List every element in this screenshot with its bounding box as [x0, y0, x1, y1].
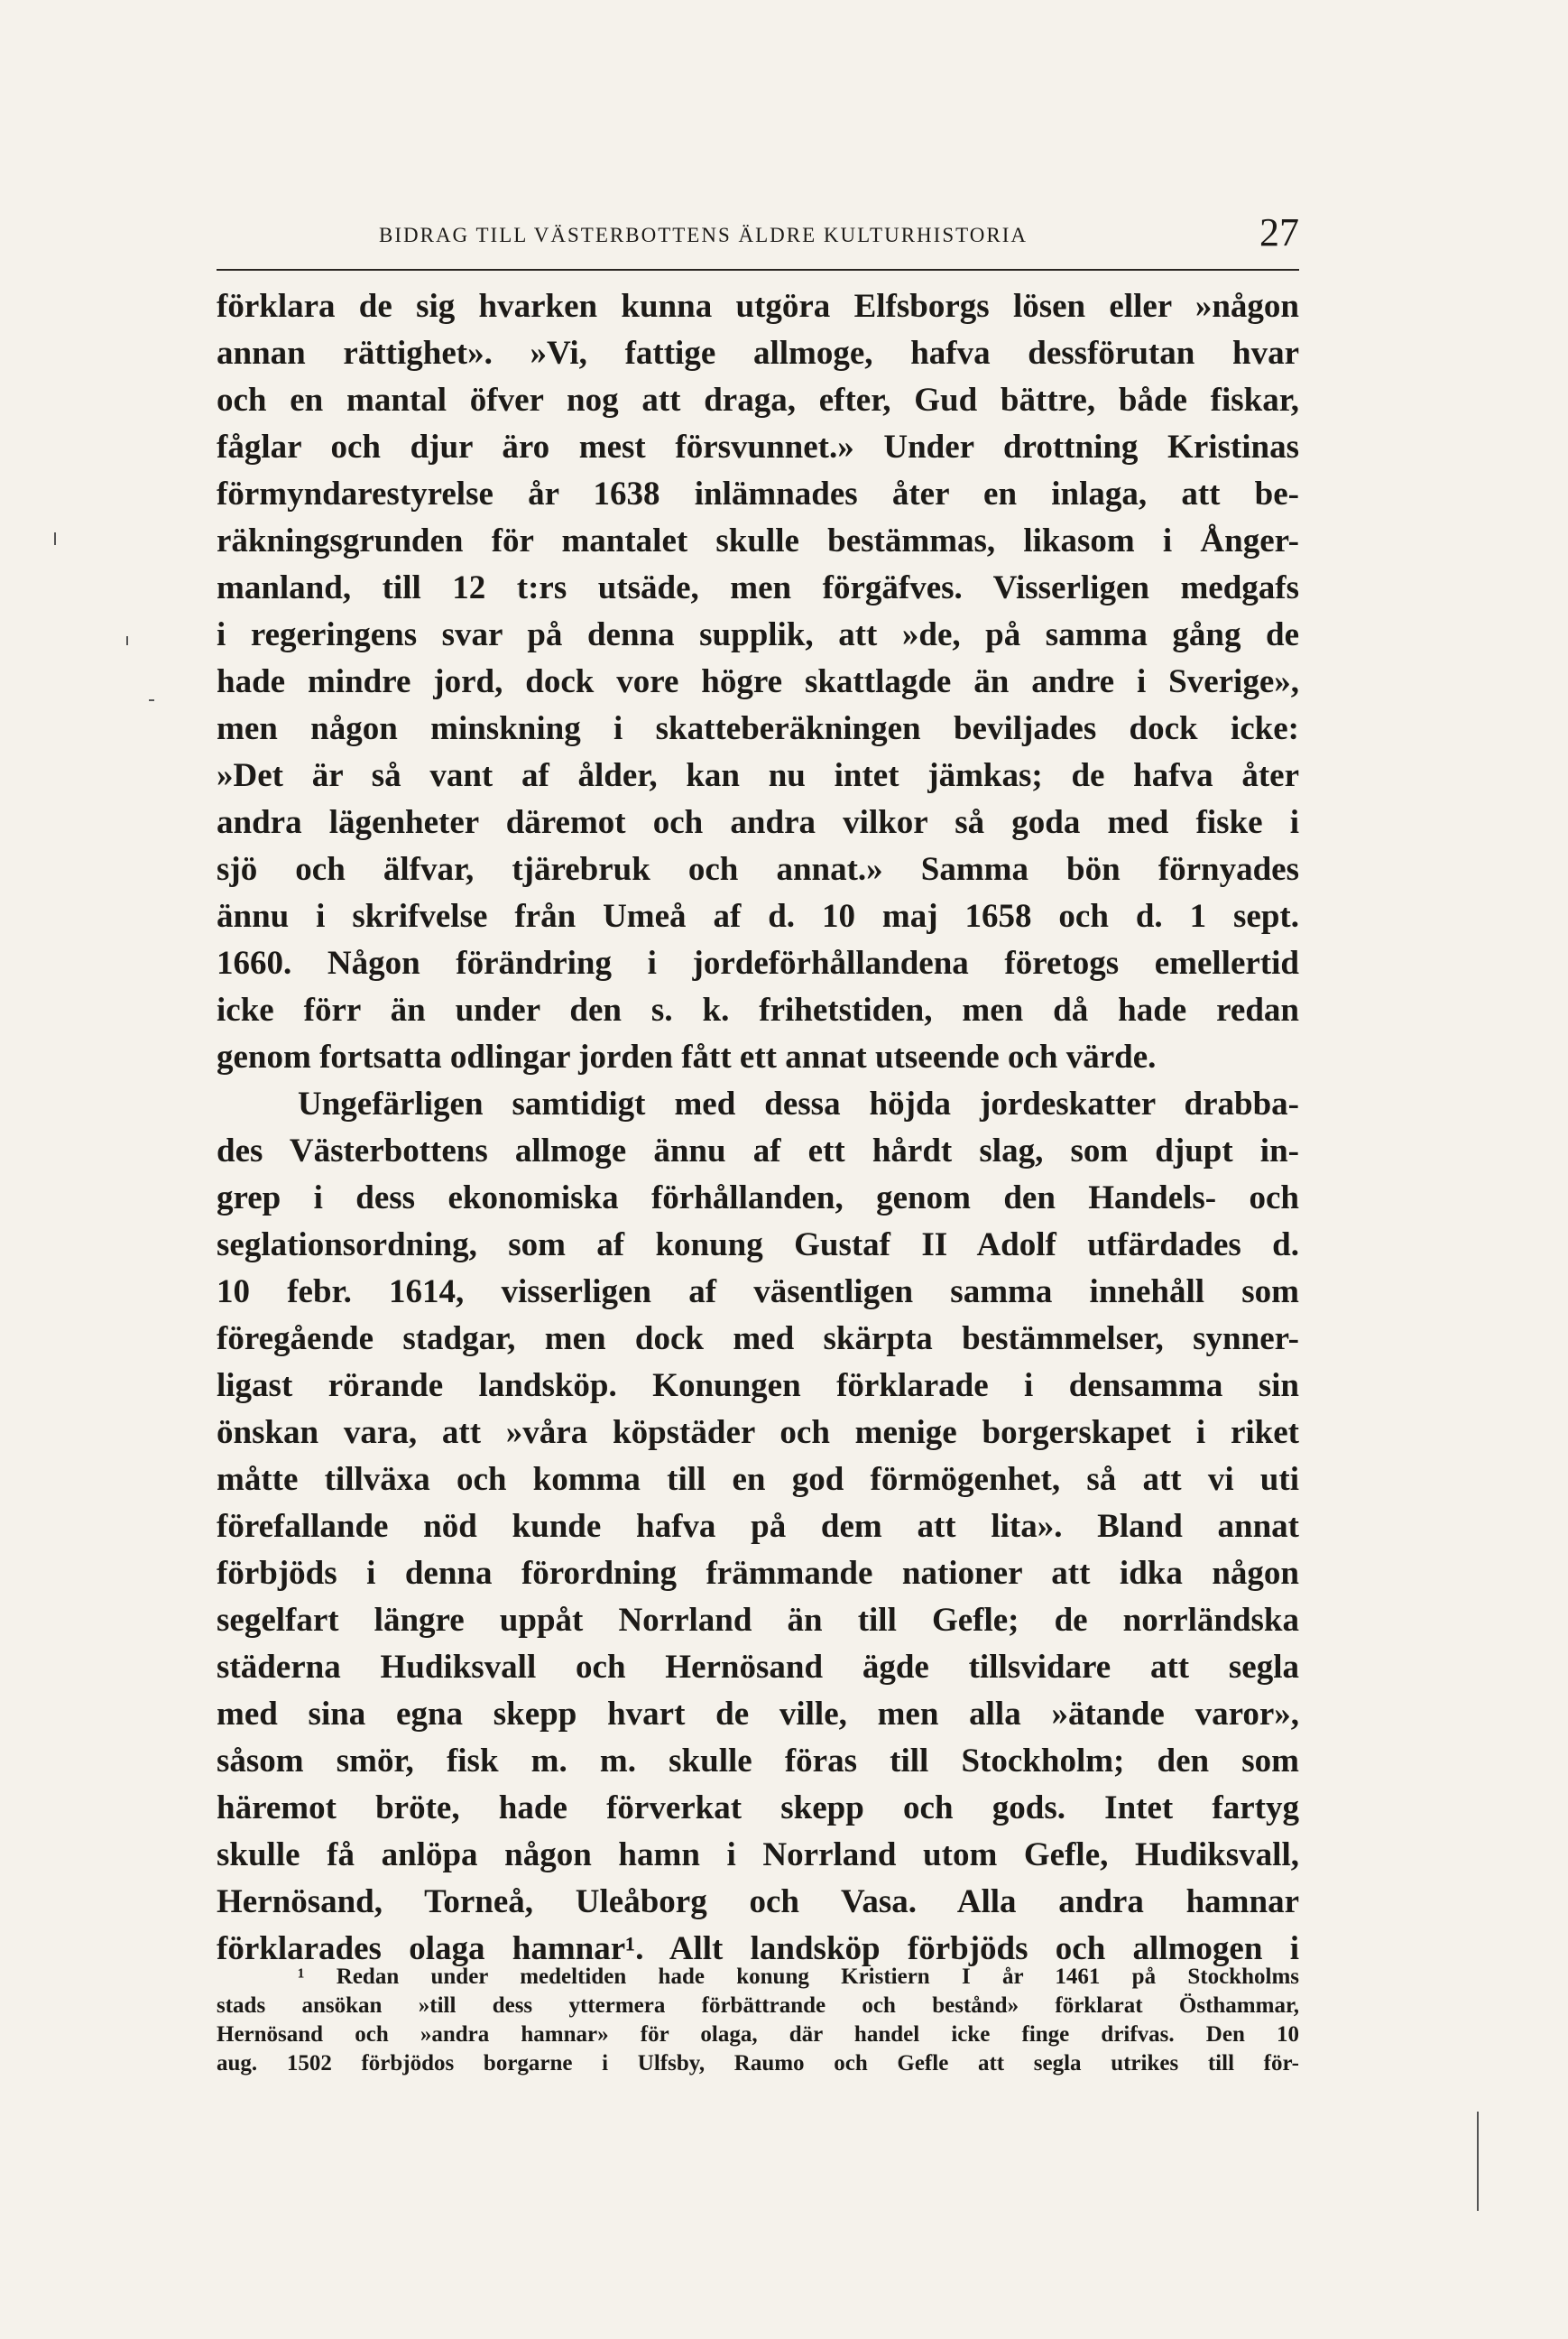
- text-line: annan rättighet». »Vi, fattige allmoge, hafva dessförutan hvar: [217, 335, 1299, 372]
- text-line: föregående stadgar, men dock med skärpta bestämmelser, synner-: [217, 1320, 1299, 1357]
- footnotes: [217, 1963, 1299, 2078]
- body-text: [217, 283, 1299, 1973]
- text-line: segelfart längre uppåt Norrland än till Gefle; de norrländska: [217, 1602, 1299, 1639]
- footnote-line: ¹ Redan under medeltiden hade konung Kristiern I år 1461 på Stockholms: [298, 1965, 1299, 1989]
- text-line: manland, till 12 t:rs utsäde, men förgäfves. Visserligen medgafs: [217, 569, 1299, 606]
- text-line: fåglar och djur äro mest försvunnet.» Under drottning Kristinas: [217, 429, 1299, 466]
- margin-mark: [54, 532, 56, 545]
- text-line: »Det är så vant af ålder, kan nu intet jämkas; de hafva åter: [217, 757, 1299, 794]
- text-line: förefallande nöd kunde hafva på dem att lita». Bland annat: [217, 1508, 1299, 1545]
- footnote-line: Hernösand och »andra hamnar» för olaga, där handel icke finge drifvas. Den 10: [217, 2022, 1299, 2047]
- text-line: 10 febr. 1614, visserligen af väsentligen samma innehåll som: [217, 1273, 1299, 1310]
- page-number: 27: [1259, 210, 1299, 254]
- text-line: hade mindre jord, dock vore högre skattlagde än andre i Sverige»,: [217, 663, 1299, 700]
- text-line: förklarades olaga hamnar¹. Allt landsköp förbjöds och allmogen i: [217, 1930, 1299, 1967]
- text-line: med sina egna skepp hvart de ville, men alla »ätande varor»,: [217, 1696, 1299, 1733]
- text-line: 1660. Någon förändring i jordeförhållandena företogs emellertid: [217, 945, 1299, 982]
- margin-mark: [126, 636, 128, 645]
- text-line: ännu i skrifvelse från Umeå af d. 10 maj 1658 och d. 1 sept.: [217, 898, 1299, 935]
- text-line: men någon minskning i skatteberäkningen beviljades dock icke:: [217, 710, 1299, 747]
- text-line: häremot bröte, hade förverkat skepp och gods. Intet fartyg: [217, 1789, 1299, 1826]
- text-line: Ungefärligen samtidigt med dessa höjda jordeskatter drabba-: [298, 1086, 1299, 1123]
- text-line: genom fortsatta odlingar jorden fått ett annat utseende och värde.: [217, 1039, 1157, 1076]
- text-line: Hernösand, Torneå, Uleåborg och Vasa. Alla andra hamnar: [217, 1883, 1299, 1920]
- margin-mark: [1477, 2112, 1479, 2211]
- text-line: måtte tillväxa och komma till en god förmögenhet, så att vi uti: [217, 1461, 1299, 1498]
- text-line: städerna Hudiksvall och Hernösand ägde tillsvidare att segla: [217, 1649, 1299, 1686]
- footnote-line: stads ansökan »till dess yttermera förbättrande och bestånd» förklarat Östhammar,: [217, 1993, 1299, 2018]
- text-line: des Västerbottens allmoge ännu af ett hårdt slag, som djupt in-: [217, 1133, 1299, 1170]
- text-line: sjö och älfvar, tjärebruk och annat.» Samma bön förnyades: [217, 851, 1299, 888]
- text-line: önskan vara, att »våra köpstäder och menige borgerskapet i riket: [217, 1414, 1299, 1451]
- text-line: skulle få anlöpa någon hamn i Norrland utom Gefle, Hudiksvall,: [217, 1836, 1299, 1873]
- running-head: BIDRAG TILL VÄSTERBOTTENS ÄLDRE KULTURHISTORIA: [379, 224, 1028, 246]
- text-line: i regeringens svar på denna supplik, att »de, på samma gång de: [217, 616, 1299, 653]
- text-line: ligast rörande landsköp. Konungen förklarade i densamma sin: [217, 1367, 1299, 1404]
- text-line: förklara de sig hvarken kunna utgöra Elfsborgs lösen eller »någon: [217, 288, 1299, 325]
- text-line: förmyndarestyrelse år 1638 inlämnades åter en inlaga, att be-: [217, 476, 1299, 513]
- text-line: förbjöds i denna förordning främmande nationer att idka någon: [217, 1555, 1299, 1592]
- text-line: och en mantal öfver nog att draga, efter, Gud bättre, både fiskar,: [217, 382, 1299, 419]
- footnote-line: aug. 1502 förbjödos borgarne i Ulfsby, Raumo och Gefle att segla utrikes till för-: [217, 2051, 1299, 2076]
- text-line: icke förr än under den s. k. frihetstiden, men då hade redan: [217, 992, 1299, 1029]
- page-header: [217, 210, 1299, 271]
- text-line: såsom smör, fisk m. m. skulle föras till Stockholm; den som: [217, 1743, 1299, 1780]
- text-line: räkningsgrunden för mantalet skulle bestämmas, likasom i Ånger-: [217, 522, 1299, 559]
- text-line: andra lägenheter däremot och andra vilkor så goda med fiske i: [217, 804, 1299, 841]
- text-line: grep i dess ekonomiska förhållanden, genom den Handels- och: [217, 1179, 1299, 1216]
- margin-mark: [149, 699, 154, 701]
- text-line: seglationsordning, som af konung Gustaf II Adolf utfärdades d.: [217, 1226, 1299, 1263]
